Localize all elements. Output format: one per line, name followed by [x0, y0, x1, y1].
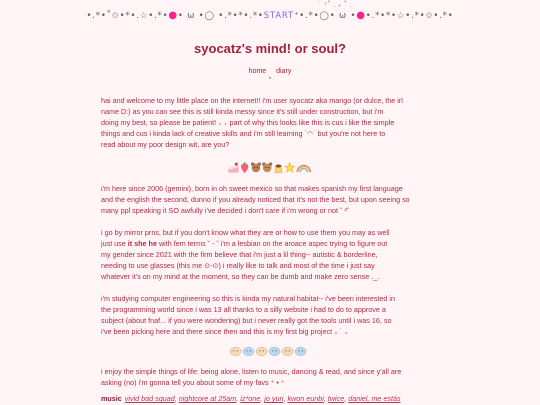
cute-divider-bottom: [227, 344, 311, 357]
hamster-eye: [272, 350, 273, 351]
hamster-icon: [256, 347, 267, 356]
studies-line: i'm studying computer engineering so this is kinda my natural habitat-- i've been interested in: [101, 294, 395, 303]
hamster-eye: [250, 350, 251, 351]
studies-line: the programming world since i was 13 all thanks to a silly website i had to do to approve a: [101, 305, 386, 314]
hamster-eye: [285, 350, 286, 351]
about-line: i'm here since 2006 (gemini), born in oh sweet mexico so that makes spanish my first language: [101, 184, 403, 193]
studies-line: subject (about fnaf... if you were wondering) but i never really got the tools until i was 16, so: [101, 316, 392, 325]
pink-dot-icon: ●: [168, 10, 178, 21]
hamster-eye: [263, 350, 264, 351]
bear-eye: [254, 167, 255, 168]
hobbies-paragraph: [101, 366, 441, 388]
fav-music-link[interactable]: vivid bad squad: [124, 394, 175, 403]
fav-separator: ,: [174, 394, 179, 403]
hamster-icon: [282, 347, 293, 356]
identity-line: whatever it's on my mind at the moment, so they can be dumb and make zero sense ._.: [101, 272, 380, 281]
fav-music-link[interactable]: kwon eunbi: [287, 394, 324, 403]
identity-line: [101, 238, 441, 249]
fav-separator: ,: [260, 394, 265, 403]
deco-left: •.*•˚✩•*•.☆•.*•: [86, 11, 169, 21]
header-decoration: [0, 9, 540, 23]
main-nav: [0, 67, 540, 76]
bear-face: [263, 164, 272, 173]
hamster-eye: [259, 350, 260, 351]
identity-line: my gender since 2021 with the firm believe that i'm just a lil thing-- autistic & borderline,: [101, 250, 378, 259]
identity-line: i go by mirror prns, but if you don't know what they are or how to use them you may as well: [101, 228, 390, 237]
hamster-body: [243, 347, 254, 356]
cute-divider-top: [227, 159, 313, 174]
page-title: syocatz's mind! or soul?: [194, 41, 346, 56]
hamster-icon: [269, 347, 280, 356]
fav-music-link[interactable]: daniel, me estás: [348, 394, 401, 403]
fav-separator: ,: [323, 394, 328, 403]
bear-eye: [257, 167, 258, 168]
hamster-eye: [246, 350, 247, 351]
fav-separator: ,: [283, 394, 288, 403]
fav-music-link[interactable]: twice: [327, 394, 345, 403]
hamster-eye: [298, 350, 299, 351]
rainbow-icon: [297, 166, 310, 173]
hamster-body: [269, 347, 280, 356]
hamster-eye: [276, 350, 277, 351]
hamster-eye: [233, 350, 234, 351]
intro-line: hai and welcome to my little place on the internet!! i'm user syocatz aka mango (or dulce, the irl: [101, 96, 403, 105]
hamster-body: [282, 347, 293, 356]
nav-mark: '': [268, 77, 272, 84]
pink-dot-icon: ●: [356, 10, 366, 21]
hamster-icon: [295, 347, 306, 356]
favs-music: [101, 394, 446, 404]
intro-line: doing my best, so please be patient! ₊ ₊ part of why this looks like this is cus i like the simple: [101, 118, 395, 127]
identity-line: needing to use glasses (this me ⊙-⊙) i really like to talk and most of the time i just say: [101, 261, 375, 270]
star-shape: [285, 162, 295, 172]
intro-line: name D:) as you can see this is still kinda messy since it's still under construction, but i'm: [101, 107, 384, 116]
identity-paragraph: [101, 227, 441, 282]
bear-icon: [262, 162, 272, 172]
hamster-body: [295, 347, 306, 356]
hamster-body: [256, 347, 267, 356]
about-line: and the english the second, dunno if you already noticed that it's not the best, but upon seeing so: [101, 195, 410, 204]
hamster-body: [230, 347, 241, 356]
bear-eye: [265, 167, 266, 168]
intro-paragraph: [101, 95, 441, 150]
pronouns-bold: it she he: [127, 239, 157, 248]
hamster-icon: [230, 347, 241, 356]
fav-separator: ,: [344, 394, 349, 403]
start-link[interactable]: START: [263, 11, 294, 21]
studies-line: i've been picking here and there since then and this is my first big project ₊ ˙ ₊: [101, 327, 349, 336]
hobbies-line: i enjoy the simple things of life: being alone, listen to music, dancing & read, and since y'all are: [101, 367, 402, 376]
star-icon: [285, 162, 295, 172]
fav-music-link[interactable]: nightcore at 25am: [178, 394, 237, 403]
pudding-caramel: [275, 165, 281, 168]
nav-link-diary[interactable]: diary: [276, 68, 292, 75]
about-line: many ppl speaking it SO awfully i've decided i don't care if i'm wrong or not ˘ ³˘: [101, 206, 350, 215]
hobbies-line: asking (no) i'm gonna tell you about some of my favs ⁺ • ⁺: [101, 378, 285, 387]
cake-cherry: [235, 163, 238, 166]
fav-separator: ,: [236, 394, 241, 403]
hamster-icon: [243, 347, 254, 356]
rainbow-band: [300, 169, 307, 173]
intro-line: read about my poor design wit, are you?: [101, 140, 230, 149]
about-paragraph: [101, 183, 441, 216]
header-sparkle: ˙ ⁺˚ . ₊ ˚ .: [318, 1, 352, 9]
identity-text: just use: [101, 239, 128, 248]
hamster-eye: [302, 350, 303, 351]
studies-paragraph: [101, 293, 441, 337]
intro-line: things and cus i kinda lack of creative skills and i'm still learning ˙◠˙ but you're not here to: [101, 129, 386, 138]
pudding-icon: [275, 165, 283, 173]
bear-icon: [251, 162, 261, 172]
hamster-eye: [237, 350, 238, 351]
bear-eye: [268, 167, 269, 168]
face-right: ⁺•.*•◯• ω •: [293, 11, 357, 21]
bear-face: [252, 164, 261, 173]
deco-right: •.*•*•☆•.*•✩•.*•: [365, 11, 454, 21]
face-left: • ω •◯ •.*•*•.*•: [177, 11, 264, 21]
fav-music-link[interactable]: jo yuri: [264, 394, 284, 403]
identity-text: with fem terms ˘ - ˘ i'm a lesbian on the aroace aspec trying to figure out: [156, 239, 388, 248]
hamster-eye: [289, 350, 290, 351]
favs-music-label: music: [101, 394, 122, 403]
fav-music-link[interactable]: iz*one: [240, 394, 261, 403]
strawberry-icon: [241, 162, 248, 173]
cake-icon: [229, 163, 238, 172]
nav-link-home[interactable]: home: [248, 68, 267, 75]
